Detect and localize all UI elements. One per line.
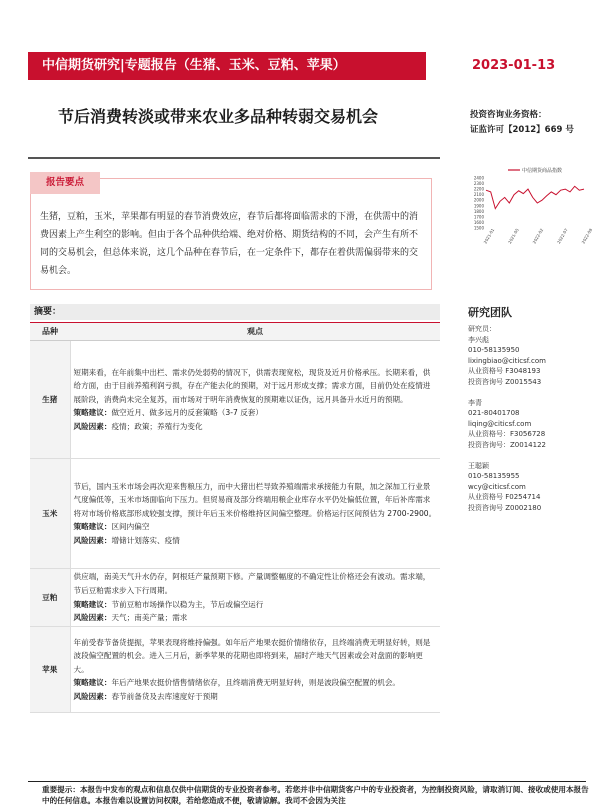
strategy-label: 策略建议： [73,599,112,609]
view-text: 供应端，南美天气升水仍存，阿根廷产量预期下修。产量调整幅度的不确定性让价格还会有波动。需求端，节后豆粕需求步入下行周期。 [73,572,431,595]
product-apple: 苹果 [30,627,70,713]
member-license-1: 从业资格号：F3056728 [468,430,546,439]
page-title: 节后消费转淡或带来农业多品种转弱交易机会 [58,107,379,126]
team-member [468,461,594,514]
chart-title: 中信期货商品指数 [522,168,563,174]
member-license-2: 投资咨询号：Z0014122 [468,440,546,449]
team-member [468,324,594,388]
table-row-soymeal [30,569,440,627]
chart-x-tick-label: 2021-01 [482,227,496,245]
chart-x-tick-label: 2022-02 [531,227,545,245]
chart-y-tick-label: 2000 [473,197,484,203]
strategy-label: 策略建议： [73,678,112,688]
member-name: 王聪颖 [468,461,489,470]
table-header-row [30,323,440,341]
chart-y-tick-label: 1600 [473,219,484,225]
risk-text: 天气；南美产量；需求 [111,613,188,623]
chart-y-tick-label: 2300 [473,181,484,187]
strategy-label: 策略建议： [73,522,112,532]
chart-y-tick-label: 2400 [473,175,484,181]
license-line-2: 证监许可【2012】669 号 [470,125,574,135]
member-name: 李青 [468,398,482,407]
view-corn [70,459,440,569]
chart-y-tick-label: 1500 [473,225,484,231]
strategy-text: 年后产地果农挺价惜售情绪依存，且终端消费无明显好转，则是波段偏空配置的机会。 [111,678,401,688]
chart-y-tick-label: 1700 [473,214,484,220]
report-banner: 中信期货研究|专题报告（生猪、玉米、豆粕、苹果） [28,52,426,80]
risk-label: 风险因素： [73,421,112,431]
chart-y-tick-label: 2100 [473,192,484,198]
team-member [468,398,594,451]
summary-text: 生猪，豆粕，玉米，苹果都有明显的春节消费效应，春节后都将面临需求的下滑，在供需中的消费因素上产生利空的影响。但由于各个品种供给端、绝对价格、期货结构的不同，会产生有所不同的交易机会，但总体来说，这几个品种在春节后，在一定条件下，都存在着供需偏弱带来的交易机会。 [40,212,419,276]
member-email[interactable]: lixingbiao@citicsf.com [468,356,546,365]
member-phone: 021-80401708 [468,409,520,418]
product-hog: 生猪 [30,341,70,459]
strategy-text: 做空近月、做多远月的反套策略（3-7 反套） [111,408,263,418]
title-divider [28,157,440,159]
abstract-label: 摘要： [30,304,440,320]
chart-x-tick-label: 2022-07 [556,227,569,245]
table-row-corn [30,459,440,569]
header-view: 观点 [70,323,440,341]
strategy-text: 区间内偏空 [111,522,150,532]
chart-y-ticks [474,176,485,231]
chart-x-ticks [483,227,594,244]
chart-y-tick-label: 2200 [473,186,484,192]
chart-series-line [486,186,584,208]
product-soymeal: 豆粕 [30,569,70,627]
view-apple [70,627,440,713]
footer-disclaimer: 重要提示：本报告中发布的观点和信息仅供中信期货的专业投资者参考。若您并非中信期货客户中的专业投资者，为控制投资风险，请取消订阅、接收或使用本报告中的任何信息。本报告难以设置访问权限，若给您造成不便，敬请谅解。我司不会因为关注 [42,785,589,805]
team-list [468,324,594,524]
member-license-1: 从业资格号 F3048193 [468,367,541,376]
license-info [470,108,574,138]
view-soymeal [70,569,440,627]
risk-text: 增储计划落实、疫情 [111,535,180,545]
license-line-1: 投资咨询业务资格： [470,110,547,120]
strategy-label: 策略建议： [73,408,112,418]
member-name: 李兴彪 [468,335,489,344]
member-phone: 010-58135950 [468,346,520,355]
view-text: 年前受春节备货提振，苹果表现将维持偏强。如年后产地果农挺价情绪依存，且终端消费无明显好转，则是波段偏空配置的机会。进入三月后，新季苹果的花期也即将到来，届时产地天气因素或会对盘面的影响更大。 [73,637,431,674]
member-email[interactable]: wcy@citicsf.com [468,482,526,491]
chart-x-tick-label: 2021-05 [507,227,520,245]
member-role: 研究员： [468,325,496,333]
chart-y-tick-label: 1800 [473,208,484,214]
member-email[interactable]: liqing@citicsf.com [468,419,532,428]
summary-tag: 报告要点 [30,172,100,194]
risk-label: 风险因素： [73,691,112,701]
footer-divider [28,781,586,782]
member-phone: 010-58135955 [468,472,520,481]
chart-x-tick-label: 2022-09 [580,227,594,245]
view-text: 节后，国内玉米市场会再次迎来售粮压力，而中大猪出栏导致养殖端需求承接能力有限，加之深加工行业景气度偏低等，玉米市场面临向下压力。但贸易商及部分终端用粮企业库存水平仍处偏低位置，年后补库需求将对市场价格底部形成较强支撑，预计年后玉米价格维持区间偏空整理。价格运行区间预估为 2700-2900。 [73,481,437,518]
report-date: 2023-01-13 [472,58,556,73]
team-title: 研究团队 [468,306,512,319]
view-text: 短期来看，在年前集中出栏、需求仍处弱势的情况下，供需表现宽松，现货及近月价格承压。长期来看，供给方面，由于目前养殖利润亏损，存在产能去化的预期，对于远月形成支撑；需求方面，目前仍处在疫情进展阶段，消费尚未完全复苏，而市场对于明年消费恢复的预期难以证伪，远月具备升水近月的预期。 [73,367,431,404]
commodity-index-chart [462,164,594,254]
table-row-hog [30,341,440,459]
member-license-2: 投资咨询号 Z0015543 [468,377,542,386]
product-corn: 玉米 [30,459,70,569]
member-license-2: 投资咨询号 Z0002180 [468,503,542,512]
header-product: 品种 [30,323,70,341]
risk-label: 风险因素： [73,613,112,623]
risk-label: 风险因素： [73,535,112,545]
summary-table [30,322,440,713]
risk-text: 疫情；政策；养殖行为变化 [111,421,203,431]
view-hog [70,341,440,459]
chart-y-tick-label: 1900 [473,203,484,209]
risk-text: 春节前备货及去库速度好于预期 [111,691,218,701]
member-license-1: 从业资格号 F0254714 [468,493,541,502]
table-row-apple [30,627,440,713]
strategy-text: 节前豆粕市场操作以稳为主，节后或偏空运行 [111,599,264,609]
